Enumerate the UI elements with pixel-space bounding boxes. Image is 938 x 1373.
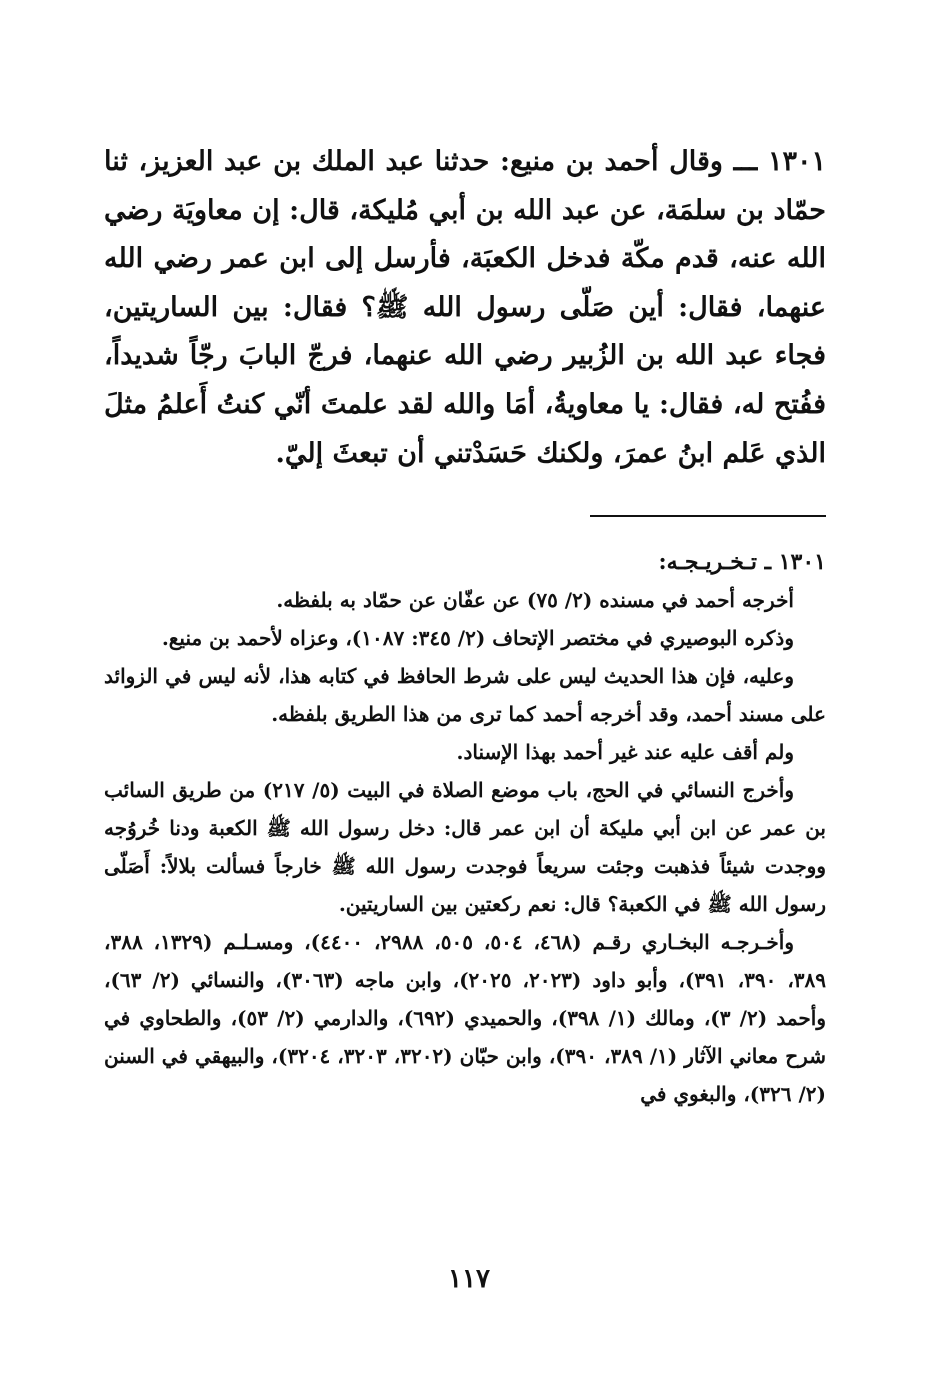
takhrij-paragraph: وعليه، فإن هذا الحديث ليس على شرط الحافظ في كتابه هذا، لأنه ليس في الزوائد على مسند أحمد، وقد أخرجه أحمد كما ترى من هذا الطريق بلفظه. [104,664,826,726]
hadith-paragraph [104,138,826,478]
hadith-number: ١٣٠١ ـــ [733,146,826,177]
takhrij-heading: ١٣٠١ ـ تـخـريـجـه: [658,549,826,575]
takhrij-paragraph: ولم أقف عليه عند غير أحمد بهذا الإسناد. [456,740,794,764]
footnote-separator [590,515,826,517]
hadith-text-block [104,138,826,478]
takhrij-paragraph: أخرجه أحمد في مسنده (٢/ ٧٥) عن عفّان عن حمّاد به بلفظه. [276,588,794,612]
hadith-body: وقال أحمد بن منيع: حدثنا عبد الملك بن عبد العزيز، ثنا حمّاد بن سلمَة، عن عبد الله بن أبي مُليكة، قال: إن معاويَة رضي الله عنه، قدم مكّة فدخل الكعبَة، فأرسل إلى ابن عمر رضي الله عنهما، فقال: أين صَلّى رسول الله ﷺ؟ فقال: بين الساريتين، فجاء عبد الله بن الزُبير رضي الله عنهما، فرجّ البابَ رجّاً شديداً، ففُتح له، فقال: يا معاويةُ، أمَا والله لقد علمتَ أنّي كنتُ أَعلمُ مثلَ الذي عَلم ابنُ عمرَ، ولكنك حَسَدْتني أن تبعثَ إليّ. [104,146,826,469]
takhrij-paragraph: وذكره البوصيري في مختصر الإتحاف (٢/ ٣٤٥: ١٠٨٧)، وعزاه لأحمد بن منيع. [161,626,794,650]
page-body [104,138,826,1338]
takhrij-paragraph: وأخرج النسائي في الحج، باب موضع الصلاة في البيت (٥/ ٢١٧) من طريق السائب بن عمر عن ابن أبي مليكة أن ابن عمر قال: دخل رسول الله ﷺ الكعبة ودنا خُروُجه ووجدت شيئاً فذهبت وجئت سريعاً فوجدت رسول الله ﷺ خارجاً فسألت بلالاً: أَصَلّى رسول الله ﷺ في الكعبة؟ قال: نعم ركعتين بين الساريتين. [104,778,826,916]
page-number: ١١٧ [448,1264,490,1294]
takhrij-paragraph: وأخـرجـه البخـاري رقـم (٤٦٨، ٥٠٤، ٥٠٥، ٢٩٨٨، ٤٤٠٠)، ومسـلـم (١٣٢٩، ٣٨٨، ٣٨٩، ٣٩٠، ٣٩١)، وأبو داود (٢٠٢٣، ٢٠٢٥)، وابن ماجه (٣٠٦٣)، والنسائي (٢/ ٦٣)، وأحمد (٢/ ٣)، ومالك (١/ ٣٩٨)، والحميدي (٦٩٢)، والدارمي (٢/ ٥٣)، والطحاوي في شرح معاني الآثار (١/ ٣٨٩، ٣٩٠)، وابن حبّان (٣٢٠٢، ٣٢٠٣، ٣٢٠٤)، والبيهقي في السنن (٢/ ٣٢٦)، والبغوي في [104,930,827,1106]
takhrij-section [104,543,826,1113]
